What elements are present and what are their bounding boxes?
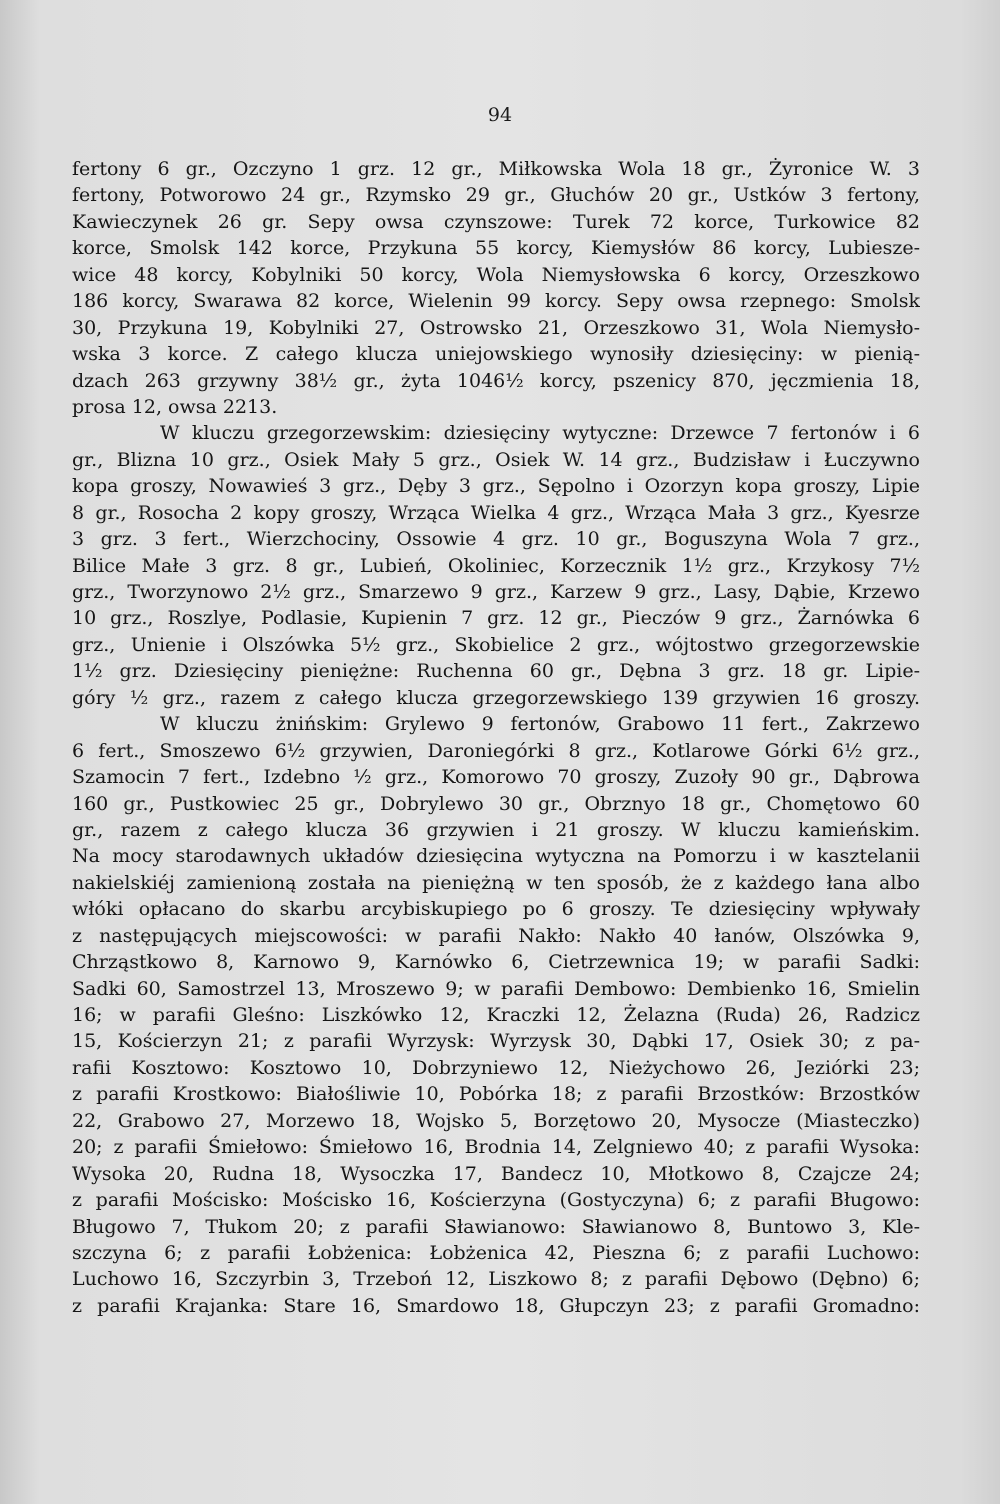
- text-line: dzach 263 grzywny 38½ gr., żyta 1046½ korcy, pszenicy 870, jęczmienia 18,: [72, 369, 920, 392]
- text-line: Luchowo 16, Szczyrbin 3, Trzeboń 12, Liszkowo 8; z parafii Dębowo (Dębno) 6;: [72, 1268, 920, 1291]
- text-line: 15, Kościerzyn 21; z parafii Wyrzysk: Wyrzysk 30, Dąbki 17, Osiek 30; z pa-: [72, 1030, 920, 1053]
- text-line: 186 korcy, Swarawa 82 korce, Wielenin 99 korcy. Sepy owsa rzepnego: Smolsk: [72, 290, 920, 313]
- page-number: 94: [487, 104, 513, 126]
- text-line: gr., Blizna 10 grz., Osiek Mały 5 grz., Osiek W. 14 grz., Budzisław i Łuczywno: [72, 448, 920, 471]
- text-line: grz., Unienie i Olszówka 5½ grz., Skobielice 2 grz., wójtostwo grzegorzewskie: [72, 633, 920, 656]
- text-line: Szamocin 7 fert., Izdebno ½ grz., Komorowo 70 groszy, Zuzoły 90 gr., Dąbrowa: [72, 766, 920, 789]
- text-line: wice 48 korcy, Kobylniki 50 korcy, Wola Niemysłowska 6 korcy, Orzeszkowo: [72, 263, 920, 286]
- text-line: 3 grz. 3 fert., Wierzchociny, Ossowie 4 grz. 10 gr., Boguszyna Wola 7 grz.,: [72, 528, 920, 551]
- body-text: [72, 156, 920, 1319]
- text-line: 6 fert., Smoszewo 6½ grzywien, Daroniegórki 8 grz., Kotlarowe Górki 6½ grz.,: [72, 739, 920, 762]
- text-line: 20; z parafii Śmiełowo: Śmiełowo 16, Brodnia 14, Zelgniewo 40; z parafii Wysoka:: [72, 1136, 920, 1159]
- text-line: z następujących miejscowości: w parafii Nakło: Nakło 40 łanów, Olszówka 9,: [72, 924, 920, 947]
- text-line: Chrząstkowo 8, Karnowo 9, Karnówko 6, Cietrzewnica 19; w parafii Sadki:: [72, 951, 920, 974]
- text-line: Wysoka 20, Rudna 18, Wysoczka 17, Bandecz 10, Młotkowo 8, Czajcze 24;: [72, 1162, 920, 1185]
- text-line: fertony 6 gr., Ozczyno 1 grz. 12 gr., Miłkowska Wola 18 gr., Żyronice W. 3: [72, 158, 920, 180]
- text-line: W kluczu grzegorzewskim: dziesięciny wytyczne: Drzewce 7 fertonów i 6: [160, 422, 920, 445]
- text-line: nakielskiéj zamienioną została na pieniężną w ten sposób, że z każdego łana albo: [72, 871, 920, 894]
- text-line: Sadki 60, Samostrzel 13, Mroszewo 9; w parafii Dembowo: Dembienko 16, Smielin: [72, 977, 920, 1000]
- text-line: grz., Tworzynowo 2½ grz., Smarzewo 9 grz., Karzew 9 grz., Lasy, Dąbie, Krzewo: [72, 581, 920, 603]
- text-line: rafii Kosztowo: Kosztowo 10, Dobrzyniewo 12, Nieżychowo 26, Jeziórki 23;: [72, 1056, 920, 1079]
- text-line: gr., razem z całego klucza 36 grzywien i 21 groszy. W kluczu kamieńskim.: [72, 818, 920, 841]
- text-line: 30, Przykuna 19, Kobylniki 27, Ostrowsko 21, Orzeszkowo 31, Wola Niemysło-: [72, 316, 920, 339]
- text-line: prosa 12, owsa 2213.: [72, 395, 278, 418]
- text-line: 10 grz., Roszlye, Podlasie, Kupienin 7 grz. 12 gr., Pieczów 9 grz., Żarnówka 6: [72, 607, 920, 630]
- text-line: z parafii Krostkowo: Białośliwie 10, Pobórka 18; z parafii Brzostków: Brzostków: [72, 1083, 920, 1106]
- text-line: 1½ grz. Dziesięciny pieniężne: Ruchenna 60 gr., Dębna 3 grz. 18 gr. Lipie-: [72, 660, 920, 683]
- text-line: z parafii Mościsko: Mościsko 16, Kościerzyna (Gostyczyna) 6; z parafii Bługowo:: [72, 1189, 920, 1212]
- text-line: fertony, Potworowo 24 gr., Rzymsko 29 gr., Głuchów 20 gr., Ustków 3 fertony,: [72, 184, 920, 207]
- text-line: Bilice Małe 3 grz. 8 gr., Lubień, Okoliniec, Korzecznik 1½ grz., Krzykosy 7½: [72, 554, 920, 577]
- text-line: włóki opłacano do skarbu arcybiskupiego po 6 groszy. Te dziesięciny wpływały: [72, 898, 920, 921]
- text-line: Na mocy starodawnych układów dziesięcina wytyczna na Pomorzu i w kasztelanii: [72, 845, 920, 868]
- text-line: 22, Grabowo 27, Morzewo 18, Wojsko 5, Borzętowo 20, Mysocze (Miasteczko): [72, 1109, 920, 1132]
- text-line: korce, Smolsk 142 korce, Przykuna 55 korcy, Kiemysłów 86 korcy, Lubiesze-: [72, 237, 920, 260]
- text-line: szczyna 6; z parafii Łobżenica: Łobżenica 42, Pieszna 6; z parafii Luchowo:: [72, 1241, 920, 1264]
- text-line: 16; w parafii Gleśno: Liszkówko 12, Kraczki 12, Żelazna (Ruda) 26, Radzicz: [72, 1004, 920, 1026]
- text-line: Bługowo 7, Tłukom 20; z parafii Sławianowo: Sławianowo 8, Buntowo 3, Kle-: [72, 1215, 920, 1238]
- text-line: góry ½ grz., razem z całego klucza grzegorzewskiego 139 grzywien 16 groszy.: [72, 686, 920, 709]
- text-line: W kluczu żnińskim: Grylewo 9 fertonów, Grabowo 11 fert., Zakrzewo: [160, 713, 920, 736]
- text-line: 8 gr., Rosocha 2 kopy groszy, Wrząca Wielka 4 grz., Wrząca Mała 3 grz., Kyesrze: [72, 501, 920, 524]
- text-line: wska 3 korce. Z całego klucza uniejowskiego wynosiły dziesięciny: w pienią-: [72, 343, 920, 366]
- text-line: z parafii Krajanka: Stare 16, Smardowo 18, Głupczyn 23; z parafii Gromadno:: [72, 1294, 920, 1317]
- text-line: 160 gr., Pustkowiec 25 gr., Dobrylewo 30 gr., Obrznyo 18 gr., Chomętowo 60: [72, 792, 920, 815]
- text-line: kopa groszy, Nowawieś 3 grz., Dęby 3 grz., Sępolno i Ozorzyn kopa groszy, Lipie: [72, 475, 920, 498]
- text-line: Kawieczynek 26 gr. Sepy owsa czynszowe: Turek 72 korce, Turkowice 82: [72, 210, 920, 233]
